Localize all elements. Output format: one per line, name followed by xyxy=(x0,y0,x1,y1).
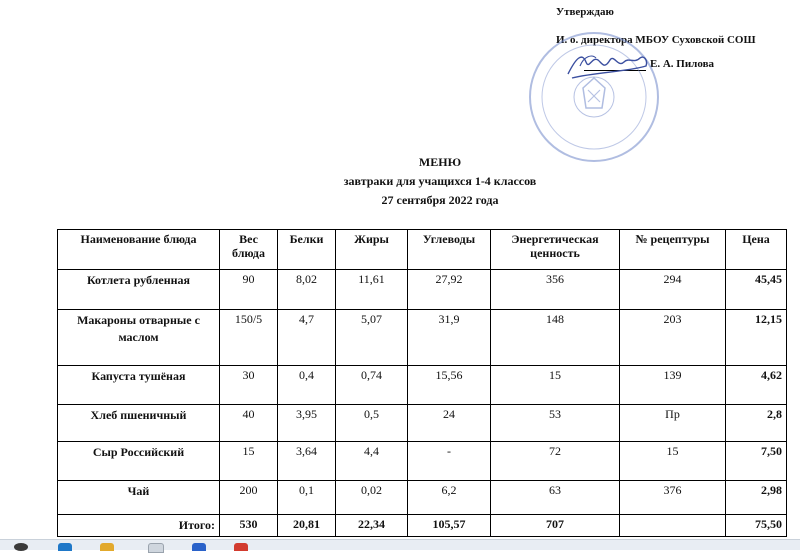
dish-fat: 11,61 xyxy=(336,270,408,310)
dish-name: Чай xyxy=(58,481,220,515)
dish-protein: 3,95 xyxy=(278,405,336,442)
dish-protein: 8,02 xyxy=(278,270,336,310)
dish-price: 7,50 xyxy=(726,442,787,481)
dish-fat: 0,74 xyxy=(336,366,408,405)
total-recipe xyxy=(620,515,726,537)
dish-name: Хлеб пшеничный xyxy=(58,405,220,442)
table-row xyxy=(58,310,787,366)
dish-weight: 30 xyxy=(220,366,278,405)
total-protein: 20,81 xyxy=(278,515,336,537)
dish-energy: 148 xyxy=(491,310,620,366)
total-fat: 22,34 xyxy=(336,515,408,537)
dish-energy: 356 xyxy=(491,270,620,310)
dish-energy: 63 xyxy=(491,481,620,515)
dish-recipe: 376 xyxy=(620,481,726,515)
dish-recipe: 15 xyxy=(620,442,726,481)
dish-recipe: 203 xyxy=(620,310,726,366)
dish-fat: 0,02 xyxy=(336,481,408,515)
dish-fat: 4,4 xyxy=(336,442,408,481)
dish-carbs: 6,2 xyxy=(408,481,491,515)
col-header-energy: Энергетическая ценность xyxy=(491,230,620,270)
total-carbs: 105,57 xyxy=(408,515,491,537)
dish-energy: 15 xyxy=(491,366,620,405)
table-row xyxy=(58,481,787,515)
dish-carbs: - xyxy=(408,442,491,481)
dish-weight: 200 xyxy=(220,481,278,515)
dish-weight: 90 xyxy=(220,270,278,310)
dish-carbs: 31,9 xyxy=(408,310,491,366)
dish-carbs: 27,92 xyxy=(408,270,491,310)
dish-recipe: Пр xyxy=(620,405,726,442)
approval-signatory: Е. А. Пилова xyxy=(650,58,715,70)
dish-protein: 0,4 xyxy=(278,366,336,405)
dish-name: Котлета рубленная xyxy=(58,270,220,310)
menu-table xyxy=(57,229,787,537)
dish-price: 2,8 xyxy=(726,405,787,442)
total-row xyxy=(58,515,787,537)
dish-weight: 150/5 xyxy=(220,310,278,366)
file-explorer-icon[interactable] xyxy=(100,543,114,551)
dish-name: Макароны отварные с маслом xyxy=(58,310,220,366)
dish-recipe: 139 xyxy=(620,366,726,405)
dish-weight: 40 xyxy=(220,405,278,442)
table-header-row xyxy=(58,230,787,270)
total-energy: 707 xyxy=(491,515,620,537)
dish-price: 12,15 xyxy=(726,310,787,366)
col-header-weight: Вес блюда xyxy=(220,230,278,270)
total-label: Итого: xyxy=(58,515,220,537)
approval-position: И. о. директора МБОУ Суховской СОШ xyxy=(556,34,756,46)
taskbar xyxy=(0,539,800,550)
total-weight: 530 xyxy=(220,515,278,537)
dish-protein: 0,1 xyxy=(278,481,336,515)
dish-name: Капуста тушёная xyxy=(58,366,220,405)
table-row xyxy=(58,366,787,405)
dish-carbs: 24 xyxy=(408,405,491,442)
dish-name: Сыр Российский xyxy=(58,442,220,481)
dish-energy: 72 xyxy=(491,442,620,481)
app-icon[interactable] xyxy=(148,543,164,553)
dish-fat: 0,5 xyxy=(336,405,408,442)
edge-browser-icon[interactable] xyxy=(58,543,72,551)
total-price: 75,50 xyxy=(726,515,787,537)
document-subtitle: завтраки для учащихся 1-4 классов xyxy=(343,174,537,188)
table-row xyxy=(58,442,787,481)
dish-weight: 15 xyxy=(220,442,278,481)
col-header-price: Цена xyxy=(726,230,787,270)
col-header-protein: Белки xyxy=(278,230,336,270)
dish-recipe: 294 xyxy=(620,270,726,310)
dish-protein: 4,7 xyxy=(278,310,336,366)
dish-carbs: 15,56 xyxy=(408,366,491,405)
pdf-reader-icon[interactable] xyxy=(234,543,248,551)
dish-fat: 5,07 xyxy=(336,310,408,366)
search-icon[interactable] xyxy=(14,543,28,551)
approval-heading: Утверждаю xyxy=(556,6,614,18)
dish-price: 45,45 xyxy=(726,270,787,310)
table-row xyxy=(58,270,787,310)
col-header-recipe: № рецептуры xyxy=(620,230,726,270)
dish-energy: 53 xyxy=(491,405,620,442)
table-row xyxy=(58,405,787,442)
dish-price: 4,62 xyxy=(726,366,787,405)
col-header-carbs: Углеводы xyxy=(408,230,491,270)
col-header-name: Наименование блюда xyxy=(58,230,220,270)
dish-price: 2,98 xyxy=(726,481,787,515)
document-title: МЕНЮ xyxy=(418,155,462,169)
col-header-fat: Жиры xyxy=(336,230,408,270)
dish-protein: 3,64 xyxy=(278,442,336,481)
document-date: 27 сентября 2022 года xyxy=(381,193,499,207)
signature xyxy=(566,48,650,80)
store-icon[interactable] xyxy=(192,543,206,551)
